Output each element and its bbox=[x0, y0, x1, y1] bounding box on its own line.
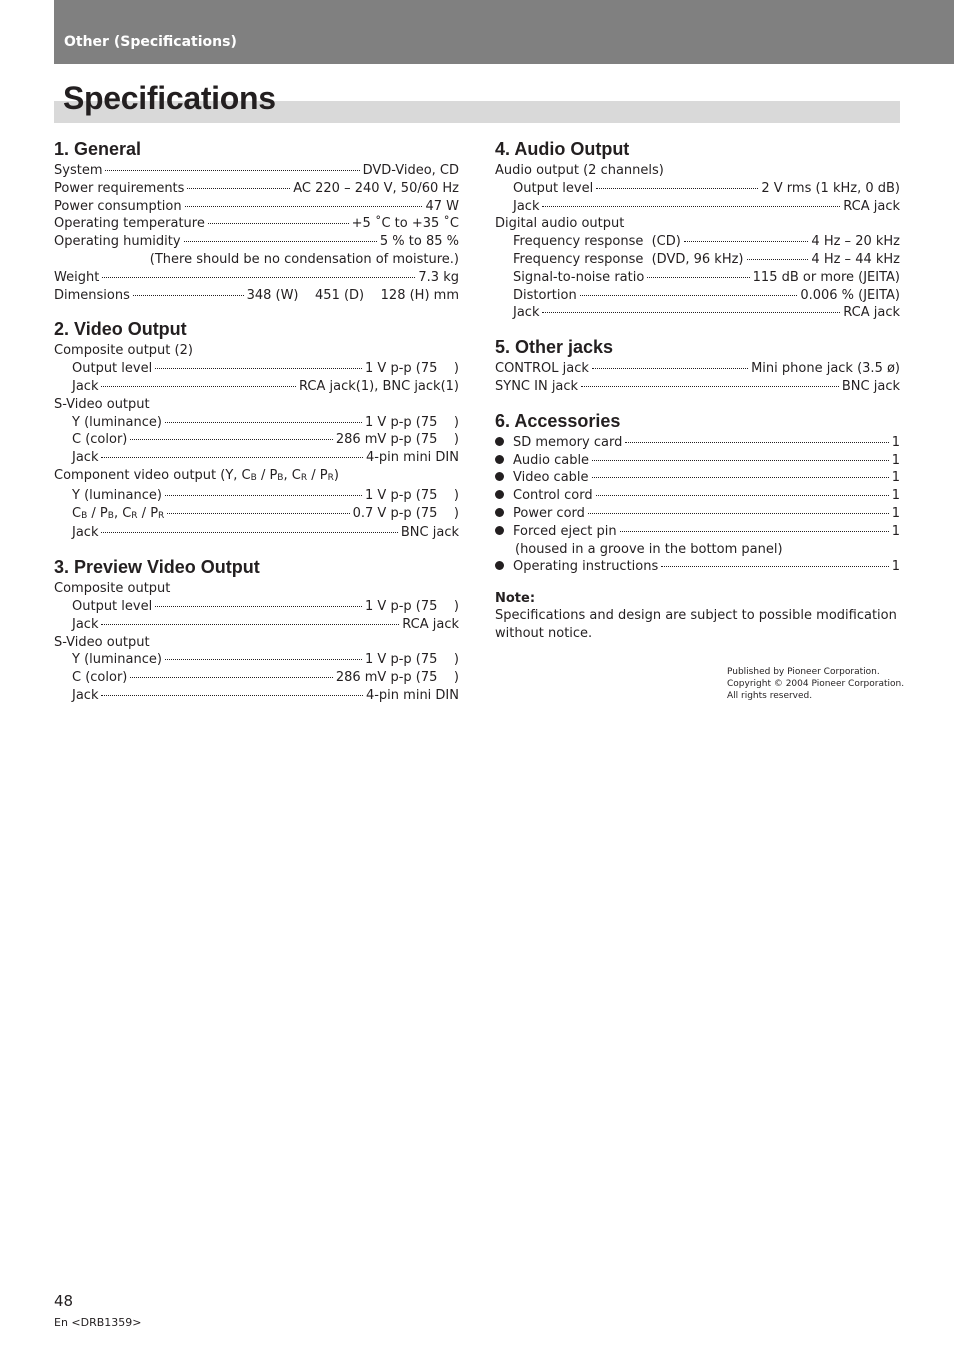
text-fragment: C bbox=[72, 505, 82, 521]
section-heading: 6. Accessories bbox=[495, 410, 621, 431]
spec-row-output-level bbox=[54, 598, 459, 616]
spec-label: CONTROL jack bbox=[495, 361, 589, 377]
bullet-icon bbox=[495, 508, 504, 517]
leader-dots bbox=[592, 459, 889, 461]
group-label: S-Video output bbox=[54, 396, 150, 412]
leader-dots bbox=[155, 605, 362, 607]
leader-dots bbox=[661, 565, 888, 567]
subscript: R bbox=[327, 472, 334, 483]
bullet-icon bbox=[495, 526, 504, 535]
leader-dots bbox=[155, 367, 362, 369]
text-fragment: Component video output (Y, C bbox=[54, 467, 251, 483]
spec-value: 4 Hz – 44 kHz bbox=[811, 251, 900, 267]
accessory-quantity: 1 bbox=[891, 559, 900, 575]
spec-row-jack bbox=[54, 524, 459, 542]
accessory-label: Control cord bbox=[513, 488, 593, 504]
leader-dots bbox=[101, 456, 362, 458]
spec-label: Jack bbox=[72, 378, 99, 394]
spec-value: BNC jack bbox=[841, 378, 900, 394]
spec-label: Jack bbox=[72, 450, 99, 466]
spec-row-power-requirements bbox=[54, 180, 459, 198]
spec-label: Jack bbox=[513, 198, 540, 214]
spec-label: System bbox=[54, 163, 103, 178]
spec-value: Mini phone jack (3.5 ø) bbox=[751, 361, 900, 377]
leader-dots bbox=[130, 438, 332, 440]
eject-pin-note: (housed in a groove in the bottom panel) bbox=[515, 541, 783, 557]
spec-label: Jack bbox=[72, 687, 99, 703]
spec-value: AC 220 – 240 V, 50/60 Hz bbox=[293, 180, 459, 196]
spec-value: RCA jack bbox=[843, 305, 900, 321]
leader-dots bbox=[133, 294, 244, 296]
spec-label: Power consumption bbox=[54, 198, 182, 214]
leader-dots bbox=[620, 530, 889, 532]
right-column bbox=[495, 136, 900, 643]
spec-value: +5 ˚C to +35 ˚C bbox=[351, 216, 459, 232]
section-preview-video-output bbox=[54, 554, 459, 705]
spec-value: 47 W bbox=[425, 198, 459, 214]
section-heading: 5. Other jacks bbox=[495, 337, 614, 358]
subscript: R bbox=[300, 472, 308, 483]
spec-value: 1 V p-p (75 ) bbox=[365, 487, 459, 503]
page-title: Specifications bbox=[63, 80, 276, 116]
accessory-label: Forced eject pin bbox=[513, 523, 617, 539]
spec-label: Frequency response (DVD, 96 kHz) bbox=[513, 251, 744, 267]
text-fragment: / P bbox=[307, 467, 328, 483]
spec-row-color bbox=[54, 669, 459, 687]
leader-dots bbox=[647, 276, 749, 278]
spec-label: C (color) bbox=[72, 432, 128, 448]
spec-label: Power requirements bbox=[54, 180, 185, 196]
spec-value: 0.7 V p-p (75 ) bbox=[352, 505, 459, 521]
section-video-output bbox=[54, 316, 459, 542]
leader-dots bbox=[625, 441, 888, 443]
leader-dots bbox=[102, 276, 415, 278]
spec-label: Y (luminance) bbox=[72, 652, 162, 668]
accessory-item bbox=[495, 558, 900, 576]
text-fragment: ) bbox=[333, 467, 339, 483]
spec-value: 286 mV p-p (75 ) bbox=[335, 432, 459, 448]
spec-value: 4 Hz – 20 kHz bbox=[811, 234, 900, 250]
copyright-line: Copyright © 2004 Pioneer Corporation. bbox=[727, 679, 905, 689]
section-general bbox=[54, 136, 459, 304]
section-audio-output bbox=[495, 136, 900, 322]
spec-label: Operating temperature bbox=[54, 216, 205, 232]
spec-label: Y (luminance) bbox=[72, 414, 162, 430]
accessory-quantity: 1 bbox=[891, 434, 900, 450]
subscript: B bbox=[277, 472, 284, 483]
note-label: Note: bbox=[495, 591, 536, 607]
leader-dots bbox=[165, 658, 362, 660]
spec-row-control-jack bbox=[495, 360, 900, 378]
leader-dots bbox=[101, 531, 397, 533]
spec-row-frequency-cd bbox=[495, 233, 900, 251]
group-label: S-Video output bbox=[54, 634, 150, 650]
spec-row-jack bbox=[54, 616, 459, 634]
publisher-info bbox=[727, 666, 904, 702]
leader-dots bbox=[165, 494, 362, 496]
text-fragment: / P bbox=[256, 467, 278, 483]
publisher-line: Published by Pioneer Corporation. bbox=[727, 667, 880, 677]
leader-dots bbox=[684, 240, 809, 242]
spec-row-jack bbox=[54, 687, 459, 705]
group-label-component bbox=[54, 467, 459, 487]
section-heading: 1. General bbox=[54, 139, 142, 159]
spec-value: RCA jack(1), BNC jack(1) bbox=[299, 378, 459, 394]
leader-dots bbox=[588, 512, 889, 514]
leader-dots bbox=[187, 187, 290, 189]
text-fragment: / P bbox=[137, 505, 159, 521]
leader-dots bbox=[105, 169, 359, 171]
spec-row-weight bbox=[54, 269, 459, 287]
bullet-icon bbox=[495, 561, 504, 570]
accessory-quantity: 1 bbox=[891, 488, 900, 504]
spec-row-jack bbox=[495, 304, 900, 322]
leader-dots bbox=[596, 187, 758, 189]
spec-row-jack bbox=[495, 198, 900, 216]
spec-label: Operating humidity bbox=[54, 234, 181, 250]
spec-value: BNC jack bbox=[400, 525, 459, 541]
accessory-item bbox=[495, 487, 900, 505]
spec-label: Weight bbox=[54, 269, 100, 285]
page-number: 48 bbox=[54, 1292, 74, 1310]
spec-row-output-level bbox=[54, 360, 459, 378]
spec-row-dimensions bbox=[54, 287, 459, 305]
accessory-label: Video cable bbox=[513, 470, 589, 486]
spec-label: Jack bbox=[72, 525, 99, 541]
leader-dots bbox=[592, 476, 889, 478]
spec-label: Dimensions bbox=[54, 287, 130, 303]
section-label: Other (Specifications) bbox=[64, 34, 237, 50]
spec-value: RCA jack bbox=[843, 198, 900, 214]
rights-line: All rights reserved. bbox=[727, 691, 813, 701]
subscript: B bbox=[250, 472, 257, 483]
bullet-icon bbox=[495, 472, 504, 481]
leader-dots bbox=[592, 367, 748, 369]
subscript: B bbox=[107, 510, 114, 521]
spec-row-operating-temperature bbox=[54, 215, 459, 233]
accessory-quantity: 1 bbox=[891, 505, 900, 521]
spec-label: C (color) bbox=[72, 670, 128, 686]
leader-dots bbox=[184, 240, 377, 242]
accessory-label: Power cord bbox=[513, 505, 585, 521]
header-bar bbox=[54, 0, 954, 64]
bullet-icon bbox=[495, 490, 504, 499]
spec-value: 1 V p-p (75 ) bbox=[365, 361, 459, 377]
leader-dots bbox=[101, 623, 399, 625]
spec-label: Jack bbox=[513, 305, 540, 321]
accessory-item bbox=[495, 469, 900, 487]
spec-label: Output level bbox=[513, 180, 594, 196]
leader-dots bbox=[167, 512, 349, 514]
spec-label: Output level bbox=[72, 598, 153, 614]
accessory-quantity: 1 bbox=[891, 452, 900, 468]
leader-dots bbox=[580, 294, 798, 296]
group-label: Audio output (2 channels) bbox=[495, 163, 664, 178]
spec-row-luminance bbox=[54, 414, 459, 432]
spec-row-color-difference bbox=[54, 505, 459, 525]
spec-value: 1 V p-p (75 ) bbox=[365, 598, 459, 614]
section-heading: 2. Video Output bbox=[54, 319, 187, 340]
leader-dots bbox=[185, 205, 423, 207]
spec-label: Signal-to-noise ratio bbox=[513, 269, 645, 285]
spec-row-snr bbox=[495, 269, 900, 287]
spec-row-jack bbox=[54, 378, 459, 396]
moisture-note: (There should be no condensation of moisture.) bbox=[149, 251, 459, 267]
text-fragment: , C bbox=[283, 467, 301, 483]
leader-dots bbox=[101, 694, 362, 696]
accessory-label: Operating instructions bbox=[513, 559, 659, 575]
leader-dots bbox=[101, 385, 296, 387]
subscript: B bbox=[81, 510, 88, 521]
spec-row-jack bbox=[54, 449, 459, 467]
spec-row-luminance bbox=[54, 651, 459, 669]
spec-value: 2 V rms (1 kHz, 0 dB) bbox=[761, 180, 900, 196]
spec-value: 7.3 kg bbox=[418, 269, 459, 285]
spec-value: 286 mV p-p (75 ) bbox=[335, 670, 459, 686]
spec-label: SYNC IN jack bbox=[495, 378, 579, 394]
group-label: Digital audio output bbox=[495, 216, 625, 232]
text-fragment: / P bbox=[87, 505, 108, 521]
left-column bbox=[54, 136, 459, 717]
spec-value: 5 % to 85 % bbox=[379, 234, 459, 250]
section-heading: 3. Preview Video Output bbox=[54, 557, 260, 578]
spec-label: Jack bbox=[72, 616, 99, 632]
section-heading: 4. Audio Output bbox=[495, 139, 630, 159]
spec-value: 0.006 % (JEITA) bbox=[800, 287, 900, 303]
spec-value: 4-pin mini DIN bbox=[365, 450, 459, 466]
spec-value: 1 V p-p (75 ) bbox=[365, 652, 459, 668]
spec-row-frequency-dvd bbox=[495, 251, 900, 269]
accessory-item bbox=[495, 505, 900, 523]
spec-row-luminance bbox=[54, 487, 459, 505]
group-label: Composite output bbox=[54, 581, 171, 597]
subscript: R bbox=[131, 510, 138, 521]
spec-row-power-consumption bbox=[54, 198, 459, 216]
accessory-item bbox=[495, 434, 900, 452]
text-fragment: , C bbox=[113, 505, 132, 521]
spec-row-output-level bbox=[495, 180, 900, 198]
note-block bbox=[495, 590, 900, 643]
section-other-jacks bbox=[495, 334, 900, 396]
leader-dots bbox=[208, 222, 349, 224]
spec-label: Frequency response (CD) bbox=[513, 234, 681, 250]
accessory-quantity: 1 bbox=[891, 470, 900, 486]
leader-dots bbox=[542, 311, 840, 313]
spec-label: Output level bbox=[72, 361, 153, 377]
spec-label bbox=[72, 505, 164, 525]
spec-row-sync-in-jack bbox=[495, 378, 900, 396]
leader-dots bbox=[542, 205, 840, 207]
spec-label: Distortion bbox=[513, 287, 577, 303]
leader-dots bbox=[130, 676, 332, 678]
spec-value: RCA jack bbox=[402, 616, 459, 632]
accessory-item bbox=[495, 523, 900, 541]
leader-dots bbox=[581, 385, 839, 387]
spec-row-system bbox=[54, 162, 459, 180]
accessory-quantity: 1 bbox=[891, 523, 900, 539]
leader-dots bbox=[165, 421, 362, 423]
accessory-item bbox=[495, 452, 900, 470]
spec-row-operating-humidity bbox=[54, 233, 459, 251]
spec-value: DVD-Video, CD bbox=[362, 163, 459, 178]
note-text: Specifications and design are subject to possible modification without notice. bbox=[495, 608, 897, 642]
section-accessories bbox=[495, 408, 900, 576]
spec-value: 348 (W) 451 (D) 128 (H) mm bbox=[246, 287, 459, 303]
leader-dots bbox=[596, 494, 889, 496]
leader-dots bbox=[747, 258, 809, 260]
spec-value: 115 dB or more (JEITA) bbox=[752, 269, 900, 285]
subscript: R bbox=[158, 510, 165, 521]
bullet-icon bbox=[495, 437, 504, 446]
bullet-icon bbox=[495, 455, 504, 464]
spec-label: Y (luminance) bbox=[72, 487, 162, 503]
spec-value: 1 V p-p (75 ) bbox=[365, 414, 459, 430]
spec-row-color bbox=[54, 431, 459, 449]
document-code: En <DRB1359> bbox=[54, 1316, 142, 1329]
accessory-label: Audio cable bbox=[513, 452, 590, 468]
accessory-label: SD memory card bbox=[513, 434, 623, 450]
group-label: Composite output (2) bbox=[54, 343, 193, 359]
spec-row-distortion bbox=[495, 287, 900, 305]
spec-value: 4-pin mini DIN bbox=[365, 687, 459, 703]
